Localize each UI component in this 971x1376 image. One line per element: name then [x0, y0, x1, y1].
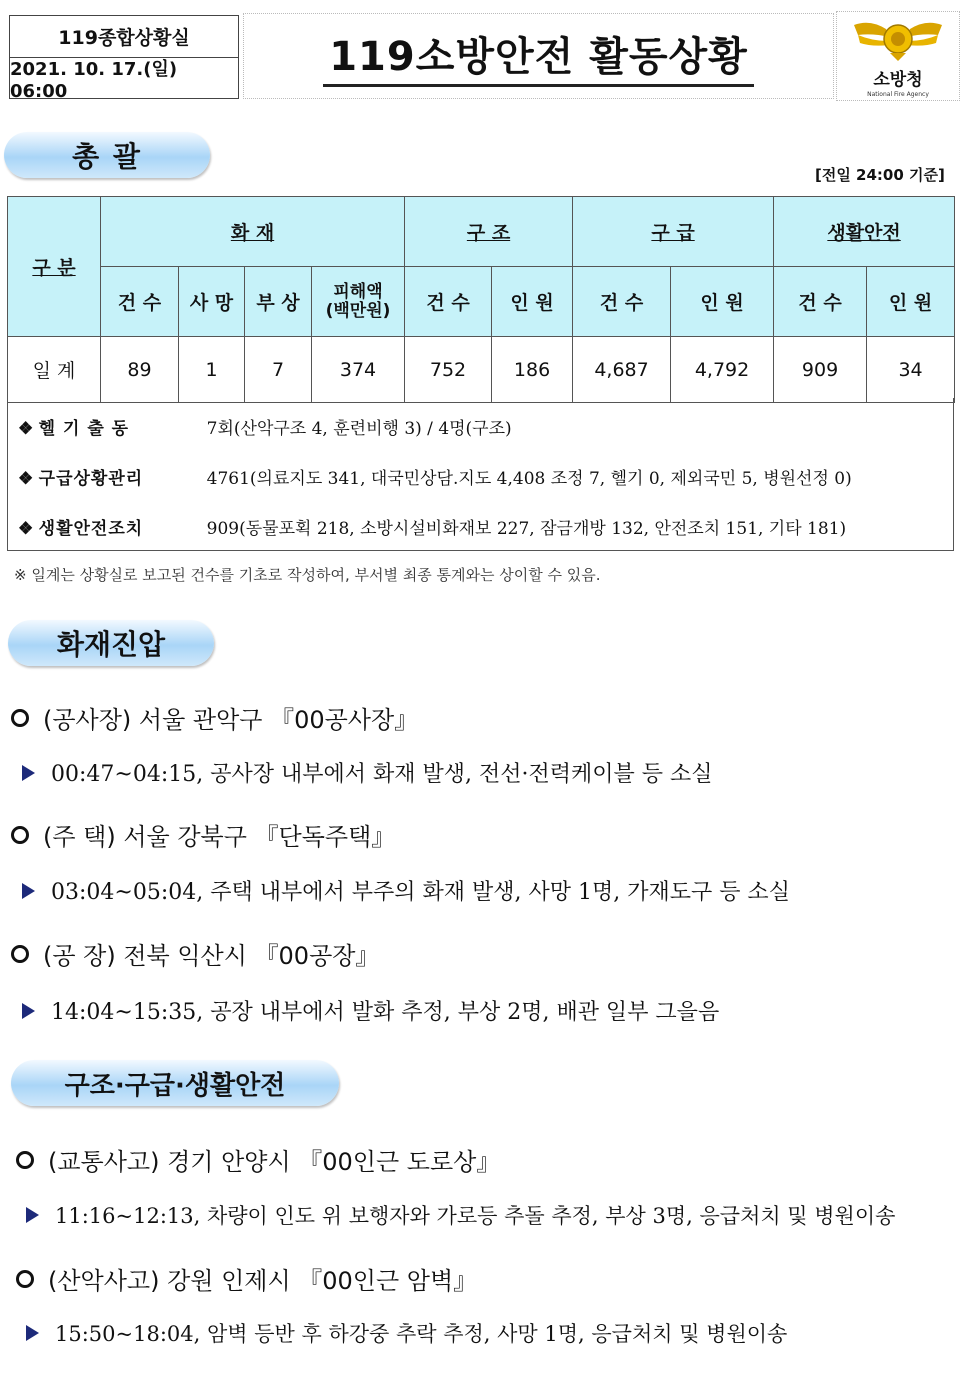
fire-count-value: 89 — [101, 337, 179, 403]
safety-people-value: 34 — [867, 337, 955, 403]
fire-agency-emblem-icon — [850, 15, 946, 63]
safety-people-header: 인 원 — [867, 267, 955, 337]
section-rescue-title: 구조·구급·생활안전 — [11, 1060, 339, 1106]
list-item — [26, 1200, 895, 1230]
page-title: 119소방안전 활동상황 — [323, 25, 754, 87]
triangle-bullet-icon — [22, 883, 35, 899]
note-bullet-icon: ❖ — [18, 519, 34, 539]
note-text: 4761(의료지도 341, 대국민상담.지도 4,408 조정 7, 헬기 0, 제외국민 5, 병원선정 0) — [206, 469, 852, 489]
table-row — [8, 337, 955, 403]
safety-group-header: 생활안전 — [774, 197, 955, 267]
note-safety-measures — [18, 514, 846, 539]
incident-detail: 11:16~12:13, 차량이 인도 위 보행자와 가로등 추돌 추정, 부상 3명, 응급처치 및 병원이송 — [55, 1204, 896, 1228]
circle-bullet-icon — [16, 1270, 34, 1288]
note-helicopter — [18, 414, 512, 439]
agency-name: 소방청 — [873, 69, 923, 90]
fire-count-header: 건 수 — [101, 267, 179, 337]
circle-bullet-icon — [11, 709, 29, 727]
note-label: 구급상황관리 — [38, 469, 144, 489]
incident-detail: 15:50~18:04, 암벽 등반 후 하강중 추락 추정, 사망 1명, 응급처치 및 병원이송 — [55, 1322, 788, 1346]
page-title-box — [243, 13, 834, 99]
fire-group-header: 화 재 — [101, 197, 405, 267]
safety-count-value: 909 — [774, 337, 867, 403]
triangle-bullet-icon — [26, 1325, 39, 1341]
footnote: ※ 일계는 상황실로 보고된 건수를 기초로 작성하여, 부서별 최종 통계와는 상이할 수 있음. — [14, 566, 601, 584]
ems-count-header: 건 수 — [573, 267, 671, 337]
circle-bullet-icon — [11, 826, 29, 844]
note-text: 7회(산악구조 4, 훈련비행 3) / 4명(구조) — [206, 419, 512, 439]
rescue-group-header: 구 조 — [405, 197, 573, 267]
fire-damage-header: 피해액 (백만원) — [312, 267, 405, 337]
ems-people-header: 인 원 — [671, 267, 774, 337]
agency-logo — [836, 11, 960, 101]
rescue-people-value: 186 — [492, 337, 573, 403]
incident-detail: 03:04~05:04, 주택 내부에서 부주의 화재 발생, 사망 1명, 가재도구 등 소실 — [51, 880, 790, 905]
note-text: 909(동물포획 218, 소방시설비화재보 227, 잠금개방 132, 안전조치 151, 기타 181) — [206, 519, 847, 539]
incident-title: (주 택) 서울 강북구 『단독주택』 — [43, 823, 396, 851]
incident-detail: 00:47~04:15, 공사장 내부에서 화재 발생, 전선·전력케이블 등 소실 — [51, 762, 713, 787]
row-label: 일 계 — [8, 337, 101, 403]
incident-detail: 14:04~15:35, 공장 내부에서 발화 추정, 부상 2명, 배관 일부 그을음 — [51, 1000, 720, 1025]
fire-death-value: 1 — [179, 337, 245, 403]
list-item — [22, 995, 719, 1026]
note-bullet-icon: ❖ — [18, 419, 34, 439]
list-item — [16, 1142, 500, 1177]
header-info-box — [9, 15, 239, 102]
incident-title: (교통사고) 경기 안양시 『00인근 도로상』 — [48, 1148, 501, 1176]
section-summary-title: 총 괄 — [4, 132, 210, 178]
incident-title: (공사장) 서울 관악구 『00공사장』 — [43, 706, 419, 734]
list-item — [26, 1318, 787, 1348]
summary-table — [7, 196, 955, 403]
triangle-bullet-icon — [22, 765, 35, 781]
section-fire-title: 화재진압 — [8, 620, 214, 666]
list-item — [11, 817, 395, 852]
list-item — [22, 757, 712, 788]
incident-title: (공 장) 전북 익산시 『00공장』 — [43, 942, 380, 970]
note-label: 헬 기 출 동 — [38, 419, 130, 439]
ems-group-header: 구 급 — [573, 197, 774, 267]
fire-death-header: 사 망 — [179, 267, 245, 337]
office-name: 119종합상황실 — [58, 27, 190, 49]
list-item — [16, 1261, 477, 1296]
ems-count-value: 4,687 — [573, 337, 671, 403]
incident-title: (산악사고) 강원 인제시 『00인근 암벽』 — [48, 1267, 478, 1295]
circle-bullet-icon — [11, 945, 29, 963]
safety-count-header: 건 수 — [774, 267, 867, 337]
note-bullet-icon: ❖ — [18, 469, 34, 489]
ems-people-value: 4,792 — [671, 337, 774, 403]
list-item — [11, 936, 379, 971]
note-ems-management — [18, 464, 852, 489]
rescue-count-header: 건 수 — [405, 267, 492, 337]
circle-bullet-icon — [16, 1151, 34, 1169]
list-item — [22, 875, 790, 906]
note-label: 생활안전조치 — [38, 519, 144, 539]
fire-damage-value: 374 — [312, 337, 405, 403]
fire-injury-header: 부 상 — [245, 267, 312, 337]
report-datetime: 2021. 10. 17.(일) 06:00 — [10, 57, 238, 98]
summary-notes — [7, 398, 954, 551]
rescue-people-header: 인 원 — [492, 267, 573, 337]
category-header: 구 분 — [8, 197, 101, 337]
basis-time: [전일 24:00 기준] — [815, 166, 945, 184]
triangle-bullet-icon — [22, 1003, 35, 1019]
list-item — [11, 700, 418, 735]
fire-injury-value: 7 — [245, 337, 312, 403]
rescue-count-value: 752 — [405, 337, 492, 403]
triangle-bullet-icon — [26, 1207, 39, 1223]
agency-english-name: National Fire Agency — [867, 90, 929, 98]
